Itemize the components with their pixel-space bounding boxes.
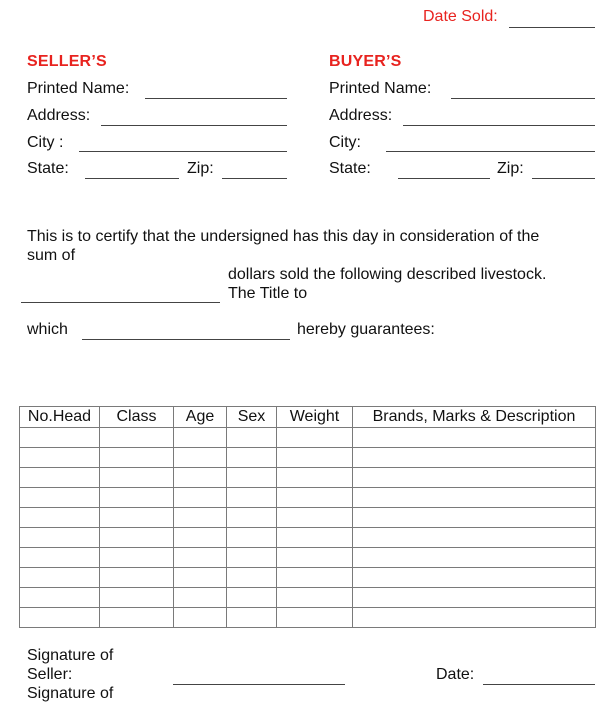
table-cell[interactable] — [20, 608, 100, 628]
seller-signature-label-line-1: Signature of — [27, 647, 114, 664]
seller-zip-field[interactable] — [222, 178, 287, 179]
table-cell[interactable] — [227, 488, 277, 508]
table-cell[interactable] — [353, 608, 596, 628]
table-cell[interactable] — [227, 568, 277, 588]
table-row — [20, 488, 596, 508]
table-cell[interactable] — [277, 488, 353, 508]
table-cell[interactable] — [277, 448, 353, 468]
table-cell[interactable] — [227, 468, 277, 488]
table-row — [20, 528, 596, 548]
table-cell[interactable] — [100, 468, 174, 488]
certification-line-4: The Title to — [228, 285, 308, 302]
table-cell[interactable] — [227, 508, 277, 528]
buyer-printed-name-label: Printed Name: — [329, 80, 432, 97]
table-cell[interactable] — [353, 488, 596, 508]
table-cell[interactable] — [100, 488, 174, 508]
table-cell[interactable] — [20, 588, 100, 608]
table-cell[interactable] — [174, 448, 227, 468]
table-row — [20, 428, 596, 448]
table-cell[interactable] — [20, 428, 100, 448]
livestock-table — [19, 406, 596, 628]
seller-signature-field[interactable] — [173, 684, 345, 685]
buyer-printed-name-field[interactable] — [451, 98, 595, 99]
buyer-state-label: State: — [329, 160, 371, 177]
table-cell[interactable] — [353, 528, 596, 548]
buyer-zip-field[interactable] — [532, 178, 595, 179]
table-cell[interactable] — [277, 588, 353, 608]
table-row — [20, 468, 596, 488]
table-cell[interactable] — [20, 528, 100, 548]
seller-zip-label: Zip: — [187, 160, 214, 177]
table-cell[interactable] — [20, 568, 100, 588]
seller-state-label: State: — [27, 160, 69, 177]
seller-printed-name-field[interactable] — [145, 98, 287, 99]
table-cell[interactable] — [174, 608, 227, 628]
seller-signature-label-line-2: Seller: — [27, 666, 73, 683]
table-cell[interactable] — [227, 608, 277, 628]
table-cell[interactable] — [174, 468, 227, 488]
seller-date-field[interactable] — [483, 684, 595, 685]
table-cell[interactable] — [100, 608, 174, 628]
table-row — [20, 548, 596, 568]
table-cell[interactable] — [353, 568, 596, 588]
table-cell[interactable] — [20, 508, 100, 528]
table-cell[interactable] — [353, 508, 596, 528]
table-row — [20, 608, 596, 628]
column-header-weight: Weight — [277, 407, 353, 428]
table-row — [20, 568, 596, 588]
table-cell[interactable] — [227, 588, 277, 608]
table-cell[interactable] — [174, 588, 227, 608]
table-cell[interactable] — [100, 428, 174, 448]
table-cell[interactable] — [174, 548, 227, 568]
table-cell[interactable] — [227, 528, 277, 548]
buyer-city-field[interactable] — [386, 151, 595, 152]
buyer-address-label: Address: — [329, 107, 393, 124]
table-cell[interactable] — [227, 448, 277, 468]
table-header-row — [20, 407, 596, 428]
table-cell[interactable] — [174, 488, 227, 508]
seller-state-field[interactable] — [85, 178, 179, 179]
table-cell[interactable] — [277, 608, 353, 628]
table-cell[interactable] — [20, 468, 100, 488]
date-sold-label: Date Sold: — [423, 8, 498, 25]
table-cell[interactable] — [277, 568, 353, 588]
seller-address-label: Address: — [27, 107, 91, 124]
date-sold-field[interactable] — [509, 27, 595, 28]
table-cell[interactable] — [20, 548, 100, 568]
table-cell[interactable] — [353, 588, 596, 608]
certification-line-2: sum of — [27, 247, 76, 264]
buyer-address-field[interactable] — [403, 125, 595, 126]
table-cell[interactable] — [20, 488, 100, 508]
guarantor-field[interactable] — [82, 339, 290, 340]
table-cell[interactable] — [277, 528, 353, 548]
seller-date-label: Date: — [436, 666, 475, 683]
seller-address-field[interactable] — [101, 125, 287, 126]
buyer-state-field[interactable] — [398, 178, 490, 179]
column-header-sex: Sex — [227, 407, 277, 428]
table-cell[interactable] — [353, 428, 596, 448]
table-row — [20, 448, 596, 468]
table-cell[interactable] — [227, 428, 277, 448]
dollar-amount-field[interactable] — [21, 302, 220, 303]
table-cell[interactable] — [353, 548, 596, 568]
buyer-city-label: City: — [329, 134, 361, 151]
table-cell[interactable] — [277, 428, 353, 448]
table-cell[interactable] — [277, 548, 353, 568]
table-cell[interactable] — [100, 588, 174, 608]
certification-line-3: dollars sold the following described livestock. — [228, 266, 547, 283]
table-cell[interactable] — [100, 528, 174, 548]
table-cell[interactable] — [174, 428, 227, 448]
buyer-signature-label-line-1: Signature of — [27, 685, 114, 702]
seller-heading: SELLER’S — [27, 53, 107, 70]
table-cell[interactable] — [100, 548, 174, 568]
certification-line-1: This is to certify that the undersigned has this day in consideration of the — [27, 228, 540, 245]
buyer-zip-label: Zip: — [497, 160, 524, 177]
table-cell[interactable] — [20, 448, 100, 468]
table-cell[interactable] — [353, 448, 596, 468]
column-header-age: Age — [174, 407, 227, 428]
table-cell[interactable] — [277, 508, 353, 528]
column-header-no-head: No.Head — [20, 407, 100, 428]
table-row — [20, 588, 596, 608]
seller-city-field[interactable] — [79, 151, 287, 152]
column-header-description: Brands, Marks & Description — [353, 407, 596, 428]
table-cell[interactable] — [100, 448, 174, 468]
table-cell[interactable] — [100, 508, 174, 528]
table-cell[interactable] — [174, 508, 227, 528]
table-cell[interactable] — [100, 568, 174, 588]
table-cell[interactable] — [227, 548, 277, 568]
table-cell[interactable] — [277, 468, 353, 488]
buyer-heading: BUYER’S — [329, 53, 402, 70]
table-row — [20, 508, 596, 528]
which-label: which — [27, 321, 68, 338]
seller-printed-name-label: Printed Name: — [27, 80, 130, 97]
guarantees-label: hereby guarantees: — [297, 321, 435, 338]
table-cell[interactable] — [353, 468, 596, 488]
table-cell[interactable] — [174, 528, 227, 548]
seller-city-label: City : — [27, 134, 64, 151]
table-cell[interactable] — [174, 568, 227, 588]
column-header-class: Class — [100, 407, 174, 428]
